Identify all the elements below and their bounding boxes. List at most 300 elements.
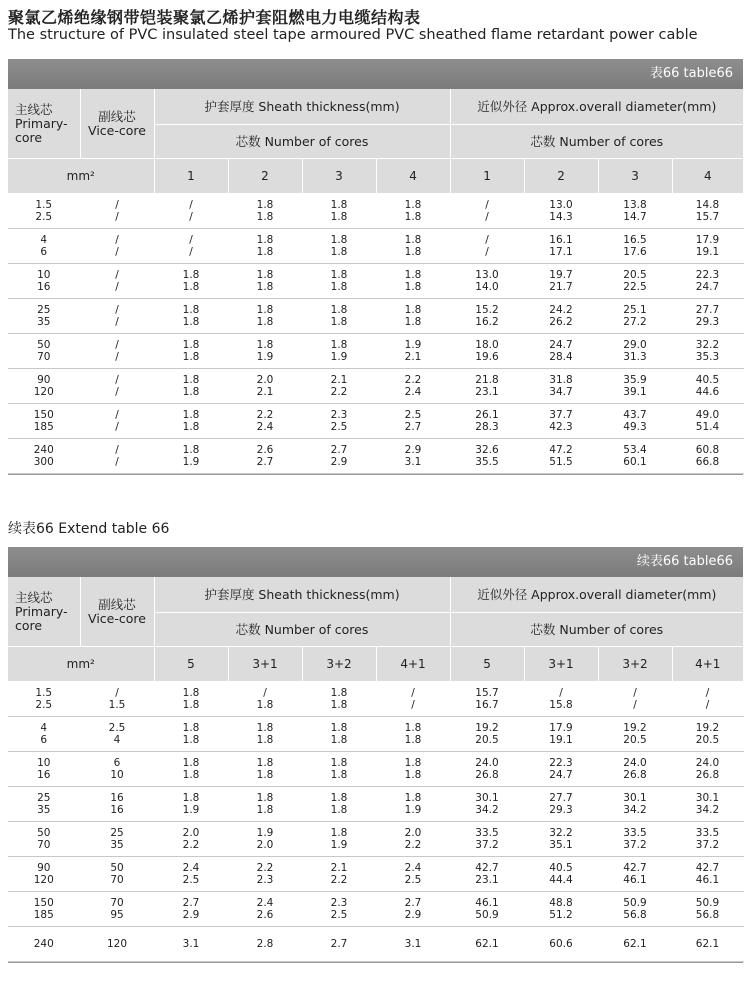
diameter-cell	[524, 822, 598, 857]
cell-value: /	[485, 234, 489, 246]
cell-value: 2.2	[404, 374, 422, 386]
cell-value: 2.6	[256, 444, 274, 456]
diameter-cell	[672, 822, 743, 857]
primary-core-cell	[8, 299, 80, 334]
cell-value: 10	[37, 757, 51, 769]
diameter-cell	[598, 299, 672, 334]
diameter-cell	[598, 369, 672, 404]
sheath-thickness-cell	[302, 194, 376, 229]
diameter-cell	[672, 857, 743, 892]
cell-value: 29.3	[695, 316, 720, 328]
diameter-cell	[524, 927, 598, 962]
sheath-thickness-cell	[154, 822, 228, 857]
table-row	[8, 229, 743, 264]
diameter-cell	[598, 264, 672, 299]
diameter-cell	[672, 264, 743, 299]
cell-value: 25	[110, 827, 124, 839]
structure-table-66-extend	[8, 547, 743, 963]
diameter-cell	[524, 752, 598, 787]
sheath-thickness-cell	[376, 404, 450, 439]
cell-value: 95	[110, 909, 124, 921]
primary-core-cell	[8, 892, 80, 927]
table-row	[8, 717, 743, 752]
cell-value: 1.8	[330, 304, 348, 316]
primary-core-cell	[8, 264, 80, 299]
cell-value: 17.6	[623, 246, 647, 258]
cell-value: 51.5	[549, 456, 573, 468]
vice-core-cell	[80, 822, 154, 857]
cell-value: 2.2	[256, 409, 274, 421]
diameter-cell	[672, 787, 743, 822]
diameter-cell	[598, 682, 672, 717]
sheath-thickness-cell	[376, 787, 450, 822]
cell-value: 1.8	[404, 199, 422, 211]
extend-table-title: 续表66 Extend table 66	[8, 521, 170, 537]
primary-core-header	[8, 577, 80, 647]
cell-value: 1.8	[330, 687, 348, 699]
cell-value: 4	[113, 734, 121, 746]
cell-value: 2.2	[330, 874, 348, 886]
cell-value: /	[633, 699, 637, 711]
sheath-thickness-cell	[228, 927, 302, 962]
sheath-thickness-cell	[228, 822, 302, 857]
cell-value: 2.0	[404, 827, 422, 839]
cell-value: 37.2	[695, 839, 720, 851]
cell-value: 6	[113, 757, 121, 769]
cell-value: 26.2	[549, 316, 573, 328]
table-tag: 续表66 table66	[8, 547, 743, 577]
cell-value: 33.5	[695, 827, 720, 839]
sheath-thickness-cell	[302, 822, 376, 857]
cell-value: 2.5	[330, 909, 348, 921]
cell-value: 2.7	[256, 456, 274, 468]
cell-value: 62.1	[695, 938, 720, 950]
diameter-cell	[598, 822, 672, 857]
cell-value: 2.1	[330, 862, 348, 874]
diameter-cell	[450, 682, 524, 717]
cell-value: 50	[37, 827, 51, 839]
cell-value: 44.6	[695, 386, 720, 398]
cell-value: 185	[33, 909, 54, 921]
cell-value: 6	[40, 734, 48, 746]
cell-value: 1.8	[182, 316, 200, 328]
cell-value: 1.8	[256, 269, 274, 281]
table-tag: 表66 table66	[8, 59, 743, 89]
cell-value: 4	[40, 722, 48, 734]
cell-value: 50.9	[623, 897, 647, 909]
core-count-header: 4	[376, 159, 450, 194]
cell-value: 17.9	[695, 234, 720, 246]
cell-value: 1.9	[330, 351, 348, 363]
cell-value: /	[485, 211, 489, 223]
cell-value: 1.8	[330, 804, 348, 816]
cell-value: /	[115, 339, 119, 351]
cell-value: 14.7	[623, 211, 647, 223]
cell-value: /	[115, 687, 119, 699]
cell-value: 28.3	[475, 421, 499, 433]
vice-core-header	[80, 89, 154, 159]
cell-value: 24.0	[475, 757, 499, 769]
sheath-thickness-cell	[154, 892, 228, 927]
sheath-thickness-cell	[302, 717, 376, 752]
cell-value: 17.9	[549, 722, 573, 734]
cell-value: 1.8	[404, 757, 422, 769]
diameter-cell	[598, 334, 672, 369]
diameter-cell	[450, 822, 524, 857]
table-row	[8, 822, 743, 857]
vice-core-label-cn: 副线芯	[98, 108, 136, 124]
cell-value: 60.6	[549, 938, 573, 950]
cell-value: 1.8	[330, 234, 348, 246]
cell-value: /	[115, 234, 119, 246]
vice-core-label-cn: 副线芯	[98, 596, 136, 612]
cell-value: 49.0	[695, 409, 720, 421]
cell-value: 37.2	[623, 839, 647, 851]
core-count-header: 5	[450, 647, 524, 682]
cell-value: 1.8	[404, 304, 422, 316]
diameter-cell	[450, 334, 524, 369]
table-row	[8, 299, 743, 334]
diameter-cell	[450, 404, 524, 439]
cell-value: 56.8	[695, 909, 720, 921]
cell-value: 2.2	[182, 839, 200, 851]
cell-value: /	[115, 211, 119, 223]
cell-value: 3.1	[404, 456, 422, 468]
cell-value: 1.8	[256, 339, 274, 351]
cell-value: 1.5	[108, 699, 126, 711]
cell-value: /	[633, 687, 637, 699]
sheath-thickness-cell	[376, 299, 450, 334]
cell-value: 26.8	[623, 769, 647, 781]
cell-value: 19.2	[623, 722, 647, 734]
sheath-thickness-cell	[376, 892, 450, 927]
cell-value: 24.7	[549, 339, 573, 351]
cell-value: 22.3	[549, 757, 573, 769]
cell-value: 19.7	[549, 269, 573, 281]
cell-value: 185	[33, 421, 54, 433]
cell-value: 23.1	[475, 386, 499, 398]
primary-core-cell	[8, 369, 80, 404]
primary-core-label-en: Primary-core	[15, 603, 68, 633]
cell-value: 1.8	[256, 199, 274, 211]
cell-value: 1.8	[330, 339, 348, 351]
cell-value: /	[115, 281, 119, 293]
sheath-thickness-cell	[154, 857, 228, 892]
cell-value: /	[115, 409, 119, 421]
primary-core-cell	[8, 682, 80, 717]
vice-core-cell	[80, 334, 154, 369]
primary-core-cell	[8, 857, 80, 892]
cell-value: 120	[33, 386, 54, 398]
cell-value: 120	[106, 938, 128, 950]
cell-value: 1.8	[182, 699, 200, 711]
cell-value: 16	[37, 769, 51, 781]
cell-value: 1.8	[256, 804, 274, 816]
cell-value: 16	[110, 792, 124, 804]
sheath-thickness-cell	[228, 299, 302, 334]
diameter-cell	[598, 194, 672, 229]
cell-value: 29.3	[549, 804, 573, 816]
diameter-header: 近似外径 Approx.overall diameter(mm)	[450, 89, 743, 125]
cell-value: 1.9	[404, 804, 422, 816]
vice-core-cell	[80, 299, 154, 334]
diameter-cell	[450, 892, 524, 927]
table-row	[8, 892, 743, 927]
cell-value: 13.8	[623, 199, 647, 211]
cell-value: 66.8	[695, 456, 720, 468]
cell-value: 40.5	[695, 374, 720, 386]
cell-value: 2.7	[330, 444, 348, 456]
cell-value: 2.2	[330, 386, 348, 398]
cell-value: 90	[37, 374, 51, 386]
cell-value: 16.1	[549, 234, 573, 246]
cell-value: 70	[37, 351, 51, 363]
number-of-cores-header: 芯数 Number of cores	[450, 613, 743, 647]
cell-value: 51.4	[695, 421, 720, 433]
cell-value: 27.7	[695, 304, 720, 316]
cell-value: 1.8	[182, 269, 200, 281]
sheath-thickness-cell	[302, 299, 376, 334]
cell-value: 14.8	[695, 199, 720, 211]
cell-value: 48.8	[549, 897, 573, 909]
cell-value: 1.8	[182, 409, 200, 421]
cell-value: 1.5	[35, 687, 53, 699]
number-of-cores-header: 芯数 Number of cores	[450, 125, 743, 159]
cell-value: 16	[37, 281, 51, 293]
cell-value: 1.8	[330, 734, 348, 746]
diameter-cell	[598, 857, 672, 892]
sheath-thickness-cell	[302, 927, 376, 962]
vice-core-cell	[80, 892, 154, 927]
sheath-thickness-cell	[228, 369, 302, 404]
cell-value: 13.0	[549, 199, 573, 211]
cell-value: 50.9	[475, 909, 499, 921]
cell-value: 31.8	[549, 374, 573, 386]
sheath-thickness-cell	[154, 439, 228, 474]
cell-value: 2.7	[404, 897, 422, 909]
cell-value: 1.8	[330, 757, 348, 769]
cell-value: 2.1	[256, 386, 274, 398]
cell-value: 2.0	[256, 374, 274, 386]
vice-core-cell	[80, 787, 154, 822]
cell-value: 23.1	[475, 874, 499, 886]
cell-value: 43.7	[623, 409, 647, 421]
cell-value: 16.7	[475, 699, 499, 711]
cell-value: 2.9	[182, 909, 200, 921]
cell-value: 2.0	[256, 839, 274, 851]
cell-value: 56.8	[623, 909, 647, 921]
cell-value: 37.7	[549, 409, 573, 421]
sheath-thickness-cell	[154, 299, 228, 334]
cell-value: 1.8	[182, 757, 200, 769]
cell-value: 21.8	[475, 374, 499, 386]
cell-value: 1.8	[330, 722, 348, 734]
primary-core-label-cn: 主线芯	[15, 589, 53, 605]
cell-value: 1.8	[182, 722, 200, 734]
diameter-cell	[672, 752, 743, 787]
sheath-thickness-cell	[302, 787, 376, 822]
cell-value: 10	[37, 269, 51, 281]
cell-value: 2.5	[404, 874, 422, 886]
diameter-cell	[672, 927, 743, 962]
cell-value: 1.8	[404, 234, 422, 246]
primary-core-cell	[8, 717, 80, 752]
sheath-thickness-cell	[228, 787, 302, 822]
cell-value: 19.1	[695, 246, 720, 258]
cell-value: 2.9	[330, 456, 348, 468]
table-row	[8, 369, 743, 404]
primary-core-cell	[8, 927, 80, 962]
cell-value: /	[263, 687, 267, 699]
cell-value: 33.5	[475, 827, 499, 839]
cell-value: 240	[33, 938, 54, 950]
cell-value: 1.8	[182, 769, 200, 781]
cell-value: 1.8	[404, 722, 422, 734]
cell-value: 42.7	[475, 862, 499, 874]
cell-value: /	[115, 246, 119, 258]
sheath-thickness-cell	[302, 264, 376, 299]
cell-value: /	[115, 444, 119, 456]
sheath-thickness-cell	[228, 229, 302, 264]
table-header	[8, 577, 743, 682]
sheath-thickness-cell	[228, 717, 302, 752]
diameter-cell	[450, 717, 524, 752]
cell-value: 3.1	[404, 938, 422, 950]
cell-value: 44.4	[549, 874, 573, 886]
cell-value: 35.9	[623, 374, 647, 386]
diameter-cell	[524, 682, 598, 717]
cell-value: /	[189, 211, 193, 223]
table-body	[8, 194, 744, 474]
vice-core-label-en: Vice-core	[88, 122, 146, 138]
cell-value: 60.8	[695, 444, 720, 456]
cell-value: 49.3	[623, 421, 647, 433]
vice-core-cell	[80, 194, 154, 229]
cell-value: 25	[37, 304, 51, 316]
sheath-thickness-cell	[228, 264, 302, 299]
structure-table-66	[8, 59, 743, 475]
cell-value: 16.2	[475, 316, 499, 328]
diameter-cell	[450, 927, 524, 962]
cell-value: 26.8	[695, 769, 720, 781]
cell-value: 21.7	[549, 281, 573, 293]
sheath-thickness-cell	[154, 334, 228, 369]
cell-value: 14.0	[475, 281, 499, 293]
diameter-cell	[672, 892, 743, 927]
cell-value: 28.4	[549, 351, 573, 363]
diameter-cell	[524, 334, 598, 369]
vice-core-cell	[80, 229, 154, 264]
cell-value: 37.2	[475, 839, 499, 851]
sheath-thickness-cell	[302, 334, 376, 369]
cell-value: 34.7	[549, 386, 573, 398]
table-row	[8, 927, 743, 962]
cell-value: 32.6	[475, 444, 499, 456]
cell-value: 14.3	[549, 211, 573, 223]
diameter-cell	[524, 264, 598, 299]
cell-value: 2.5	[108, 722, 126, 734]
table-row	[8, 194, 743, 229]
vice-core-cell	[80, 369, 154, 404]
diameter-cell	[524, 857, 598, 892]
cell-value: /	[115, 304, 119, 316]
sheath-thickness-cell	[228, 194, 302, 229]
sheath-thickness-cell	[228, 404, 302, 439]
cell-value: 1.8	[404, 211, 422, 223]
cell-value: 32.2	[549, 827, 573, 839]
core-count-header: 3+2	[302, 647, 376, 682]
cell-value: 35	[37, 316, 51, 328]
sheath-thickness-cell	[376, 752, 450, 787]
cell-value: /	[705, 687, 710, 699]
cell-value: 26.8	[475, 769, 499, 781]
sheath-thickness-cell	[154, 787, 228, 822]
cell-value: 39.1	[623, 386, 647, 398]
table-header	[8, 89, 743, 194]
cell-value: 13.0	[475, 269, 499, 281]
cell-value: /	[115, 374, 119, 386]
vice-core-cell	[80, 927, 154, 962]
sheath-thickness-cell	[154, 404, 228, 439]
vice-core-cell	[80, 264, 154, 299]
primary-core-cell	[8, 404, 80, 439]
cell-value: 19.2	[475, 722, 499, 734]
cell-value: 70	[37, 839, 51, 851]
cell-value: 15.7	[695, 211, 720, 223]
primary-core-cell	[8, 752, 80, 787]
diameter-cell	[598, 787, 672, 822]
core-count-header: 3	[598, 159, 672, 194]
table-row	[8, 787, 743, 822]
sheath-thickness-cell	[302, 369, 376, 404]
core-count-header: 2	[524, 159, 598, 194]
cell-value: 24.2	[549, 304, 573, 316]
cell-value: 24.0	[623, 757, 647, 769]
diameter-cell	[450, 194, 524, 229]
cell-value: 1.8	[404, 281, 422, 293]
cell-value: 2.1	[330, 374, 348, 386]
cell-value: 1.8	[182, 444, 200, 456]
cell-value: 42.3	[549, 421, 573, 433]
cell-value: /	[115, 386, 119, 398]
cell-value: 35.1	[549, 839, 573, 851]
diameter-cell	[672, 439, 743, 474]
diameter-cell	[672, 299, 743, 334]
cell-value: 1.8	[330, 199, 348, 211]
table-bottom-rule	[8, 962, 743, 963]
sheath-thickness-cell	[376, 822, 450, 857]
sheath-thickness-cell	[228, 752, 302, 787]
cell-value: /	[115, 351, 119, 363]
cell-value: 20.5	[623, 269, 647, 281]
core-count-header: 3	[302, 159, 376, 194]
cell-value: /	[411, 687, 415, 699]
cell-value: 46.1	[475, 897, 499, 909]
diameter-cell	[598, 892, 672, 927]
cell-value: 1.8	[256, 734, 274, 746]
cell-value: 150	[33, 897, 54, 909]
cell-value: 10	[110, 769, 124, 781]
cell-value: 30.1	[623, 792, 647, 804]
diameter-cell	[672, 194, 743, 229]
cell-value: 1.8	[330, 211, 348, 223]
cell-value: 1.8	[404, 792, 422, 804]
cell-value: 2.4	[256, 897, 274, 909]
cell-value: 1.8	[256, 211, 274, 223]
table-row	[8, 264, 743, 299]
primary-core-label-cn: 主线芯	[15, 101, 53, 117]
cell-value: 2.7	[330, 938, 348, 950]
